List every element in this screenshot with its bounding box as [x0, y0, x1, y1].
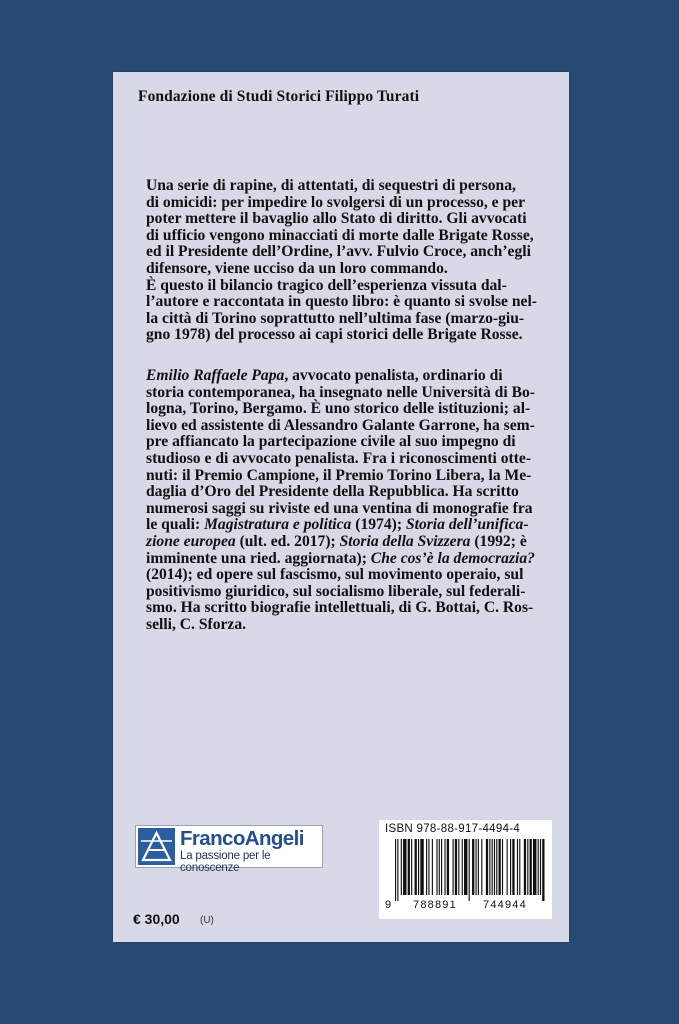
author-line: numerosi saggi su riviste ed una ventina di monografie fra: [146, 499, 533, 517]
isbn-barcode: [379, 820, 552, 919]
publisher-logo-icon: [138, 828, 175, 865]
barcode-bar: [507, 839, 508, 895]
barcode-bar: [533, 839, 536, 895]
barcode-bar: [499, 839, 501, 895]
author-line: studioso e di avvocato penalista. Fra i riconoscimenti otte-: [146, 449, 532, 467]
barcode-digit-group: 744944: [483, 899, 527, 911]
barcode-bar: [478, 839, 479, 895]
author-line: logna, Torino, Bergamo. È uno storico delle istituzioni; al-: [146, 400, 531, 418]
barcode-bar: [439, 839, 440, 895]
author-line: selli, C. Sforza.: [146, 615, 247, 633]
barcode-bar: [426, 839, 427, 895]
barcode-digit-group: 788891: [413, 899, 457, 911]
author-line: nuti: il Premio Campione, il Premio Torino Libera, la Me-: [146, 466, 532, 484]
barcode-bar: [496, 839, 497, 895]
barcode-bar: [455, 839, 457, 895]
barcode-bar: [432, 839, 433, 895]
author-bio: [146, 368, 539, 634]
barcode-bar: [517, 839, 518, 895]
author-line: imminente una ried. aggiornata); Che cos’è la democrazia?: [146, 549, 535, 567]
author-line: daglia d’Oro del Presidente della Repubblica. Ha scritto: [146, 483, 519, 501]
barcode-bar: [476, 839, 477, 895]
publisher-logo: [135, 825, 323, 874]
barcode-bar: [418, 839, 419, 895]
author-line: le quali: Magistratura e politica (1974); Storia dell’unifica-: [146, 516, 529, 534]
barcode-bar: [538, 839, 539, 895]
synopsis-line: l’autore e raccontata in questo libro: è quanto si svolse nel-: [146, 293, 537, 311]
book-title: Magistratura e politica: [204, 516, 352, 534]
barcode-bar: [401, 839, 402, 895]
barcode-bar: [540, 839, 541, 895]
synopsis-line: gno 1978) del processo ai capi storici delle Brigate Rosse.: [146, 326, 523, 344]
author-line: (2014); ed opere sul fascismo, sul movimento operaio, sul: [146, 566, 524, 584]
barcode-bar: [469, 839, 470, 901]
synopsis-line: È questo il bilancio tragico dell’esperienza vissuta dal-: [146, 276, 507, 294]
author-line: Emilio Raffaele Papa, avvocato penalista, ordinario di: [146, 367, 503, 384]
book-title: Storia della Svizzera: [339, 532, 471, 550]
barcode-bar: [420, 839, 423, 895]
book-title: Storia dell’unifica-: [405, 516, 529, 534]
barcode-bar: [486, 839, 488, 895]
barcode-bar: [502, 839, 503, 895]
barcode-bar: [524, 839, 526, 895]
author-line: smo. Ha scritto biografie intellettuali, di G. Bottai, C. Ros-: [146, 599, 534, 617]
back-cover-panel: [113, 72, 569, 942]
barcode-bar: [444, 839, 445, 895]
synopsis-line: ed il Presidente dell’Ordine, l’avv. Fulvio Croce, anch’egli: [146, 243, 531, 261]
synopsis-line: di ufficio vengono minacciati di morte dalle Brigate Rosse,: [146, 226, 534, 244]
barcode-bar: [472, 839, 474, 895]
barcode-bar: [510, 839, 511, 895]
author-line: storia contemporanea, ha insegnato nelle Università di Bo-: [146, 383, 535, 401]
barcode-bar: [403, 839, 406, 895]
barcode-bar: [542, 839, 544, 901]
synopsis-line: difensore, viene ucciso da un loro commando.: [146, 259, 448, 277]
author-line: lievo ed assistente di Alessandro Galante Garrone, ha sem-: [146, 416, 535, 434]
barcode-bar: [397, 839, 398, 901]
barcode-bar: [462, 839, 463, 895]
author-line: pre affiancato la partecipazione civile al suo impegno di: [146, 433, 516, 451]
barcode-bar: [395, 839, 396, 901]
barcode-bar: [492, 839, 493, 895]
barcode-bar: [447, 839, 449, 895]
synopsis-line: Una serie di rapine, di attentati, di sequestri di persona,: [146, 177, 516, 194]
price-code: (U): [200, 915, 214, 926]
barcode-bar: [458, 839, 459, 895]
barcode-bar: [436, 839, 437, 895]
author-line: positivismo giuridico, sul socialismo liberale, sul federali-: [146, 582, 526, 600]
publisher-tagline: La passione per le conoscenze: [180, 850, 271, 874]
barcode-digit-group: 9: [385, 899, 393, 911]
isbn-number: ISBN 978-88-917-4494-4: [385, 823, 521, 835]
author-line: zione europea (ult. ed. 2017); Storia della Svizzera (1992; è: [146, 532, 527, 550]
barcode-bar: [481, 839, 482, 895]
synopsis-line: di omicidi: per impedire lo svolgersi di un processo, e per: [146, 193, 526, 211]
synopsis-text: [146, 178, 539, 344]
barcode-bar: [411, 839, 412, 895]
barcode-bar: [464, 839, 467, 895]
synopsis-line: la città di Torino soprattutto nell’ultima fase (marzo-giu-: [146, 309, 525, 327]
barcode-bar: [530, 839, 532, 895]
barcode-bar: [408, 839, 410, 895]
barcode-bar: [494, 839, 495, 895]
barcode-bar: [512, 839, 514, 895]
price: € 30,00: [133, 911, 180, 927]
barcode-bar: [453, 839, 454, 895]
barcode-bar: [489, 839, 490, 895]
barcode-bar: [428, 839, 429, 895]
barcode-bar: [415, 839, 417, 895]
publisher-brand: FrancoAngeli: [180, 827, 304, 850]
barcode-bar: [527, 839, 528, 895]
barcode-bar: [441, 839, 442, 895]
synopsis-line: poter mettere il bavaglio allo Stato di diritto. Gli avvocati: [146, 210, 527, 228]
author-name: Emilio Raffaele Papa: [146, 367, 285, 384]
book-title: Che cos’è la democrazia?: [370, 549, 535, 567]
barcode-bar: [519, 839, 520, 895]
book-title: zione europea: [146, 532, 236, 550]
foundation-name: Fondazione di Studi Storici Filippo Turati: [138, 88, 420, 105]
barcode-bars: [379, 839, 552, 901]
